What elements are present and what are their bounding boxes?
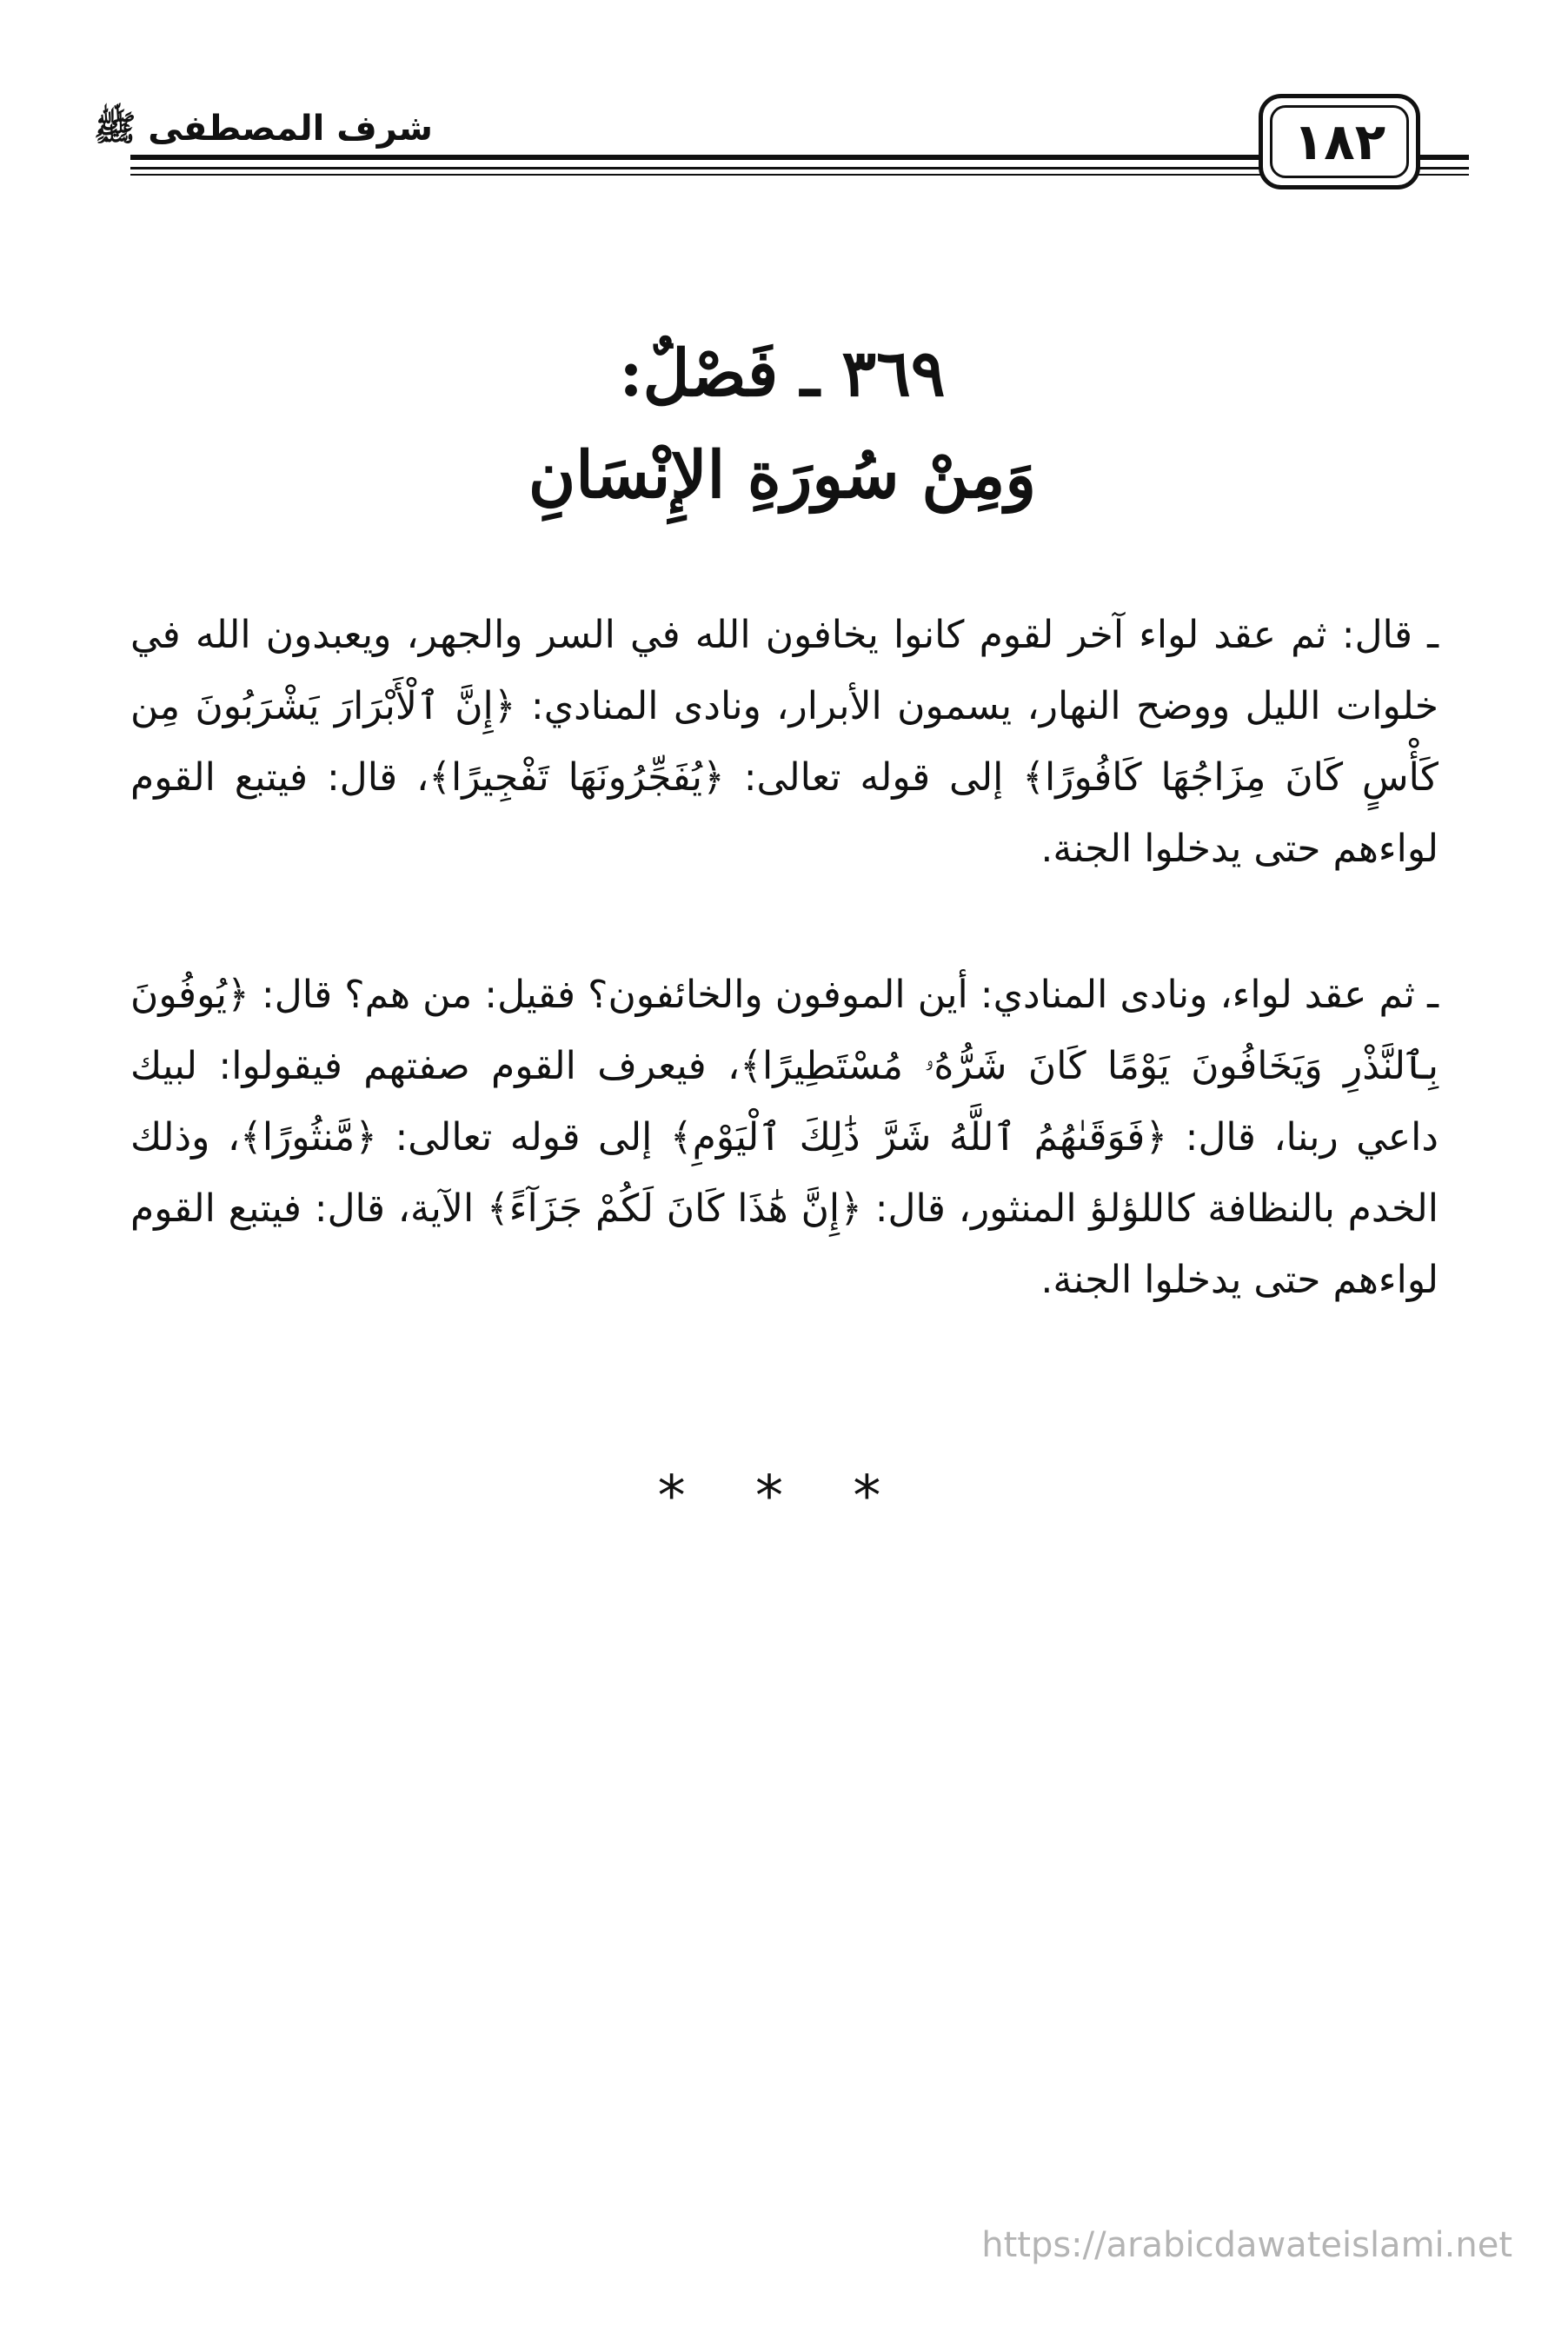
body-paragraph-2: ـ ثم عقد لواء، ونادى المنادي: أين الموفون والخائفون؟ فقيل: من هم؟ قال: ﴿يُوفُونَ بِٱلنَّذْرِ وَيَخَافُونَ يَوْمًا كَانَ شَرُّهُۥ مُسْتَطِيرًا﴾، فيعرف القوم صفتهم فيقولوا: لبيك داعي ربنا، قال: ﴿فَوَقَىٰهُمُ ٱللَّهُ شَرَّ ذَٰلِكَ ٱلْيَوْمِ﴾ إلى قوله تعالى: ﴿مَّنثُورًا﴾، وذلك الخدم بالنظافة كاللؤلؤ المنثور، قال: ﴿إِنَّ هَٰذَا كَانَ لَكُمْ جَزَآءً﴾ الآية، قال: فيتبع القوم لواءهم حتى يدخلوا الجنة.	[130, 973, 1438, 1302]
section-heading: ٣٦٩ ـ فَصْلٌ:	[619, 336, 946, 411]
source-watermark: https://arabicdawateislami.net	[981, 2225, 1512, 2265]
section-subheading: وَمِنْ سُورَةِ الإِنْسَانِ	[528, 438, 1037, 513]
section-separator: * * *	[657, 1465, 907, 1529]
page-number-frame	[1259, 94, 1420, 189]
page-number: ١٨٢	[1292, 112, 1386, 171]
running-header-title: شرف المصطفى ﷺ	[93, 109, 433, 149]
body-paragraph-1: ـ قال: ثم عقد لواء آخر لقوم كانوا يخافون الله في السر والجهر، ويعبدون الله في خلوات الليل ووضح النهار، يسمون الأبرار، ونادى المنادي: ﴿إِنَّ ٱلْأَبْرَارَ يَشْرَبُونَ مِن كَأْسٍ كَانَ مِزَاجُهَا كَافُورًا﴾ إلى قوله تعالى: ﴿يُفَجِّرُونَهَا تَفْجِيرًا﴾، قال: فيتبع القوم لواءهم حتى يدخلوا الجنة.	[130, 613, 1438, 871]
